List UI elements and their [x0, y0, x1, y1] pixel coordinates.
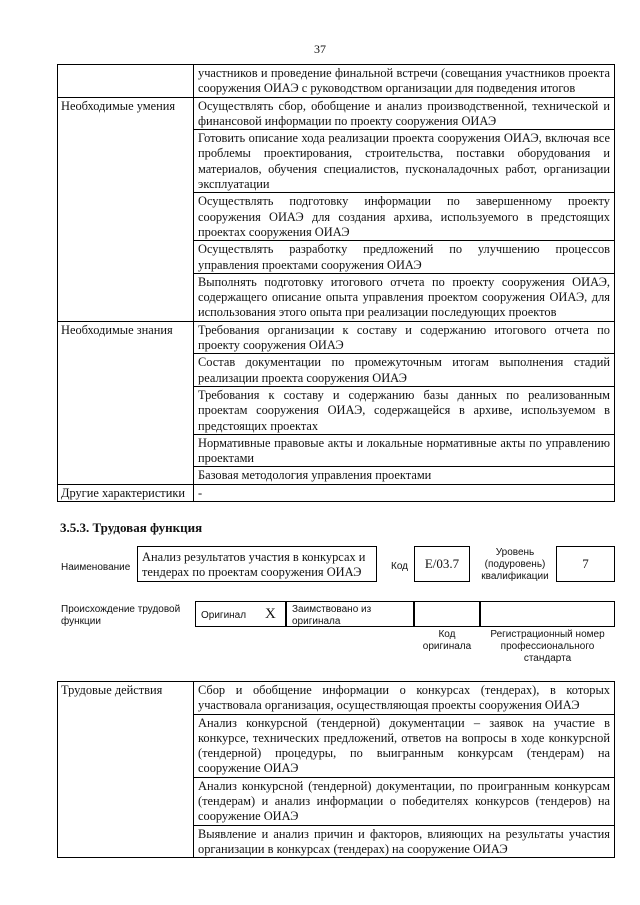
code-box — [414, 546, 470, 582]
row-value: Состав документации по промежуточным итогам выполнения стадий реализации проекта сооружения ОИАЭ — [194, 354, 615, 387]
row-value: Требования организации к составу и содержанию итогового отчета по проекту сооружения ОИАЭ — [194, 321, 615, 354]
origin-label: Происхождение трудовой функции — [61, 604, 181, 627]
table-row — [58, 682, 615, 715]
page-number: 37 — [314, 42, 326, 56]
row-label: Необходимые умения — [58, 97, 194, 321]
origin-reg-caption: Регистрационный номер профессионального стандарта — [490, 629, 605, 664]
row-value: - — [194, 484, 615, 501]
row-value: Выявление и анализ причин и факторов, влияющих на результаты участия организации в конкурсах (тендерах) на сооружение ОИАЭ — [194, 825, 615, 858]
labor-actions-table — [57, 681, 615, 858]
row-value: участников и проведение финальной встречи (совещания участников проекта сооружения ОИАЭ с руководством организации для подведения итогов — [194, 65, 615, 98]
origin-reg-box — [480, 601, 615, 627]
table-row — [58, 97, 615, 130]
borrowed-label: Заимствовано из оригинала — [292, 604, 372, 627]
function-name: Анализ результатов участия в конкурсах и тендерах по проектам сооружения ОИАЭ — [142, 550, 366, 579]
borrowed-box — [286, 601, 414, 627]
name-label: Наименование — [61, 562, 131, 573]
row-value: Осуществлять подготовку информации по завершенному проекту сооружения ОИАЭ для создания архива, используемого в предстоящих проектах сооружения ОИАЭ — [194, 193, 615, 241]
function-code: E/03.7 — [424, 556, 460, 571]
row-label: Трудовые действия — [58, 682, 194, 858]
level-label: Уровень (подуровень) квалификации — [481, 547, 549, 582]
table-row — [58, 321, 615, 354]
row-value: Базовая методология управления проектами — [194, 467, 615, 484]
row-label: Необходимые знания — [58, 321, 194, 484]
row-value: Осуществлять сбор, обобщение и анализ производственной, технической и финансовой информации по проекту сооружения ОИАЭ — [194, 97, 615, 130]
row-value: Осуществлять разработку предложений по улучшению процессов управления проектами сооружения ОИАЭ — [194, 241, 615, 274]
requirements-table — [57, 64, 615, 502]
section-heading: 3.5.3. Трудовая функция — [60, 520, 203, 535]
row-value: Анализ конкурсной (тендерной) документации, по проигранным конкурсам (тендерам) и анализ информации о победителях конкурсов (тендеров) на сооружение ОИАЭ — [194, 777, 615, 825]
row-value: Выполнять подготовку итогового отчета по проекту сооружения ОИАЭ, содержащего описание опыта управления проектом сооружения ОИАЭ, для использования этого опыта при реализации последующих проектов — [194, 273, 615, 321]
original-mark: X — [265, 606, 276, 622]
table-row — [58, 484, 615, 501]
level-value: 7 — [582, 556, 589, 571]
function-name-box — [137, 546, 377, 582]
original-box — [195, 601, 286, 627]
row-label: Другие характеристики — [58, 484, 194, 501]
row-value: Нормативные правовые акты и локальные нормативные акты по управлению проектами — [194, 434, 615, 467]
row-value: Требования к составу и содержанию базы данных по реализованным проектам сооружения ОИАЭ, содержащейся в архиве, используемом в предстоящих проектах — [194, 386, 615, 434]
origin-code-box — [414, 601, 480, 627]
origin-code-caption: Код оригинала — [422, 629, 472, 652]
table-row — [58, 65, 615, 98]
row-label — [58, 65, 194, 98]
row-value: Готовить описание хода реализации проекта сооружения ОИАЭ, включая все проблемы проектирования, строительства, поставки оборудования и материалов, обучения специалистов, пусконаладочных работ, организации эксплуатации — [194, 130, 615, 193]
code-label: Код — [391, 561, 409, 572]
row-value: Сбор и обобщение информации о конкурсах (тендерах), в которых участвовала организация, осуществляющая проекты сооружения ОИАЭ — [194, 682, 615, 715]
original-label: Оригинал — [201, 610, 247, 621]
level-box — [556, 546, 615, 582]
row-value: Анализ конкурсной (тендерной) документации – заявок на участие в конкурсе, технических предложений, ответов на вопросы в ходе конкурсной (тендерной) процедуры, по выигранным конкурсам (тендерам) на сооружение ОИАЭ — [194, 714, 615, 777]
